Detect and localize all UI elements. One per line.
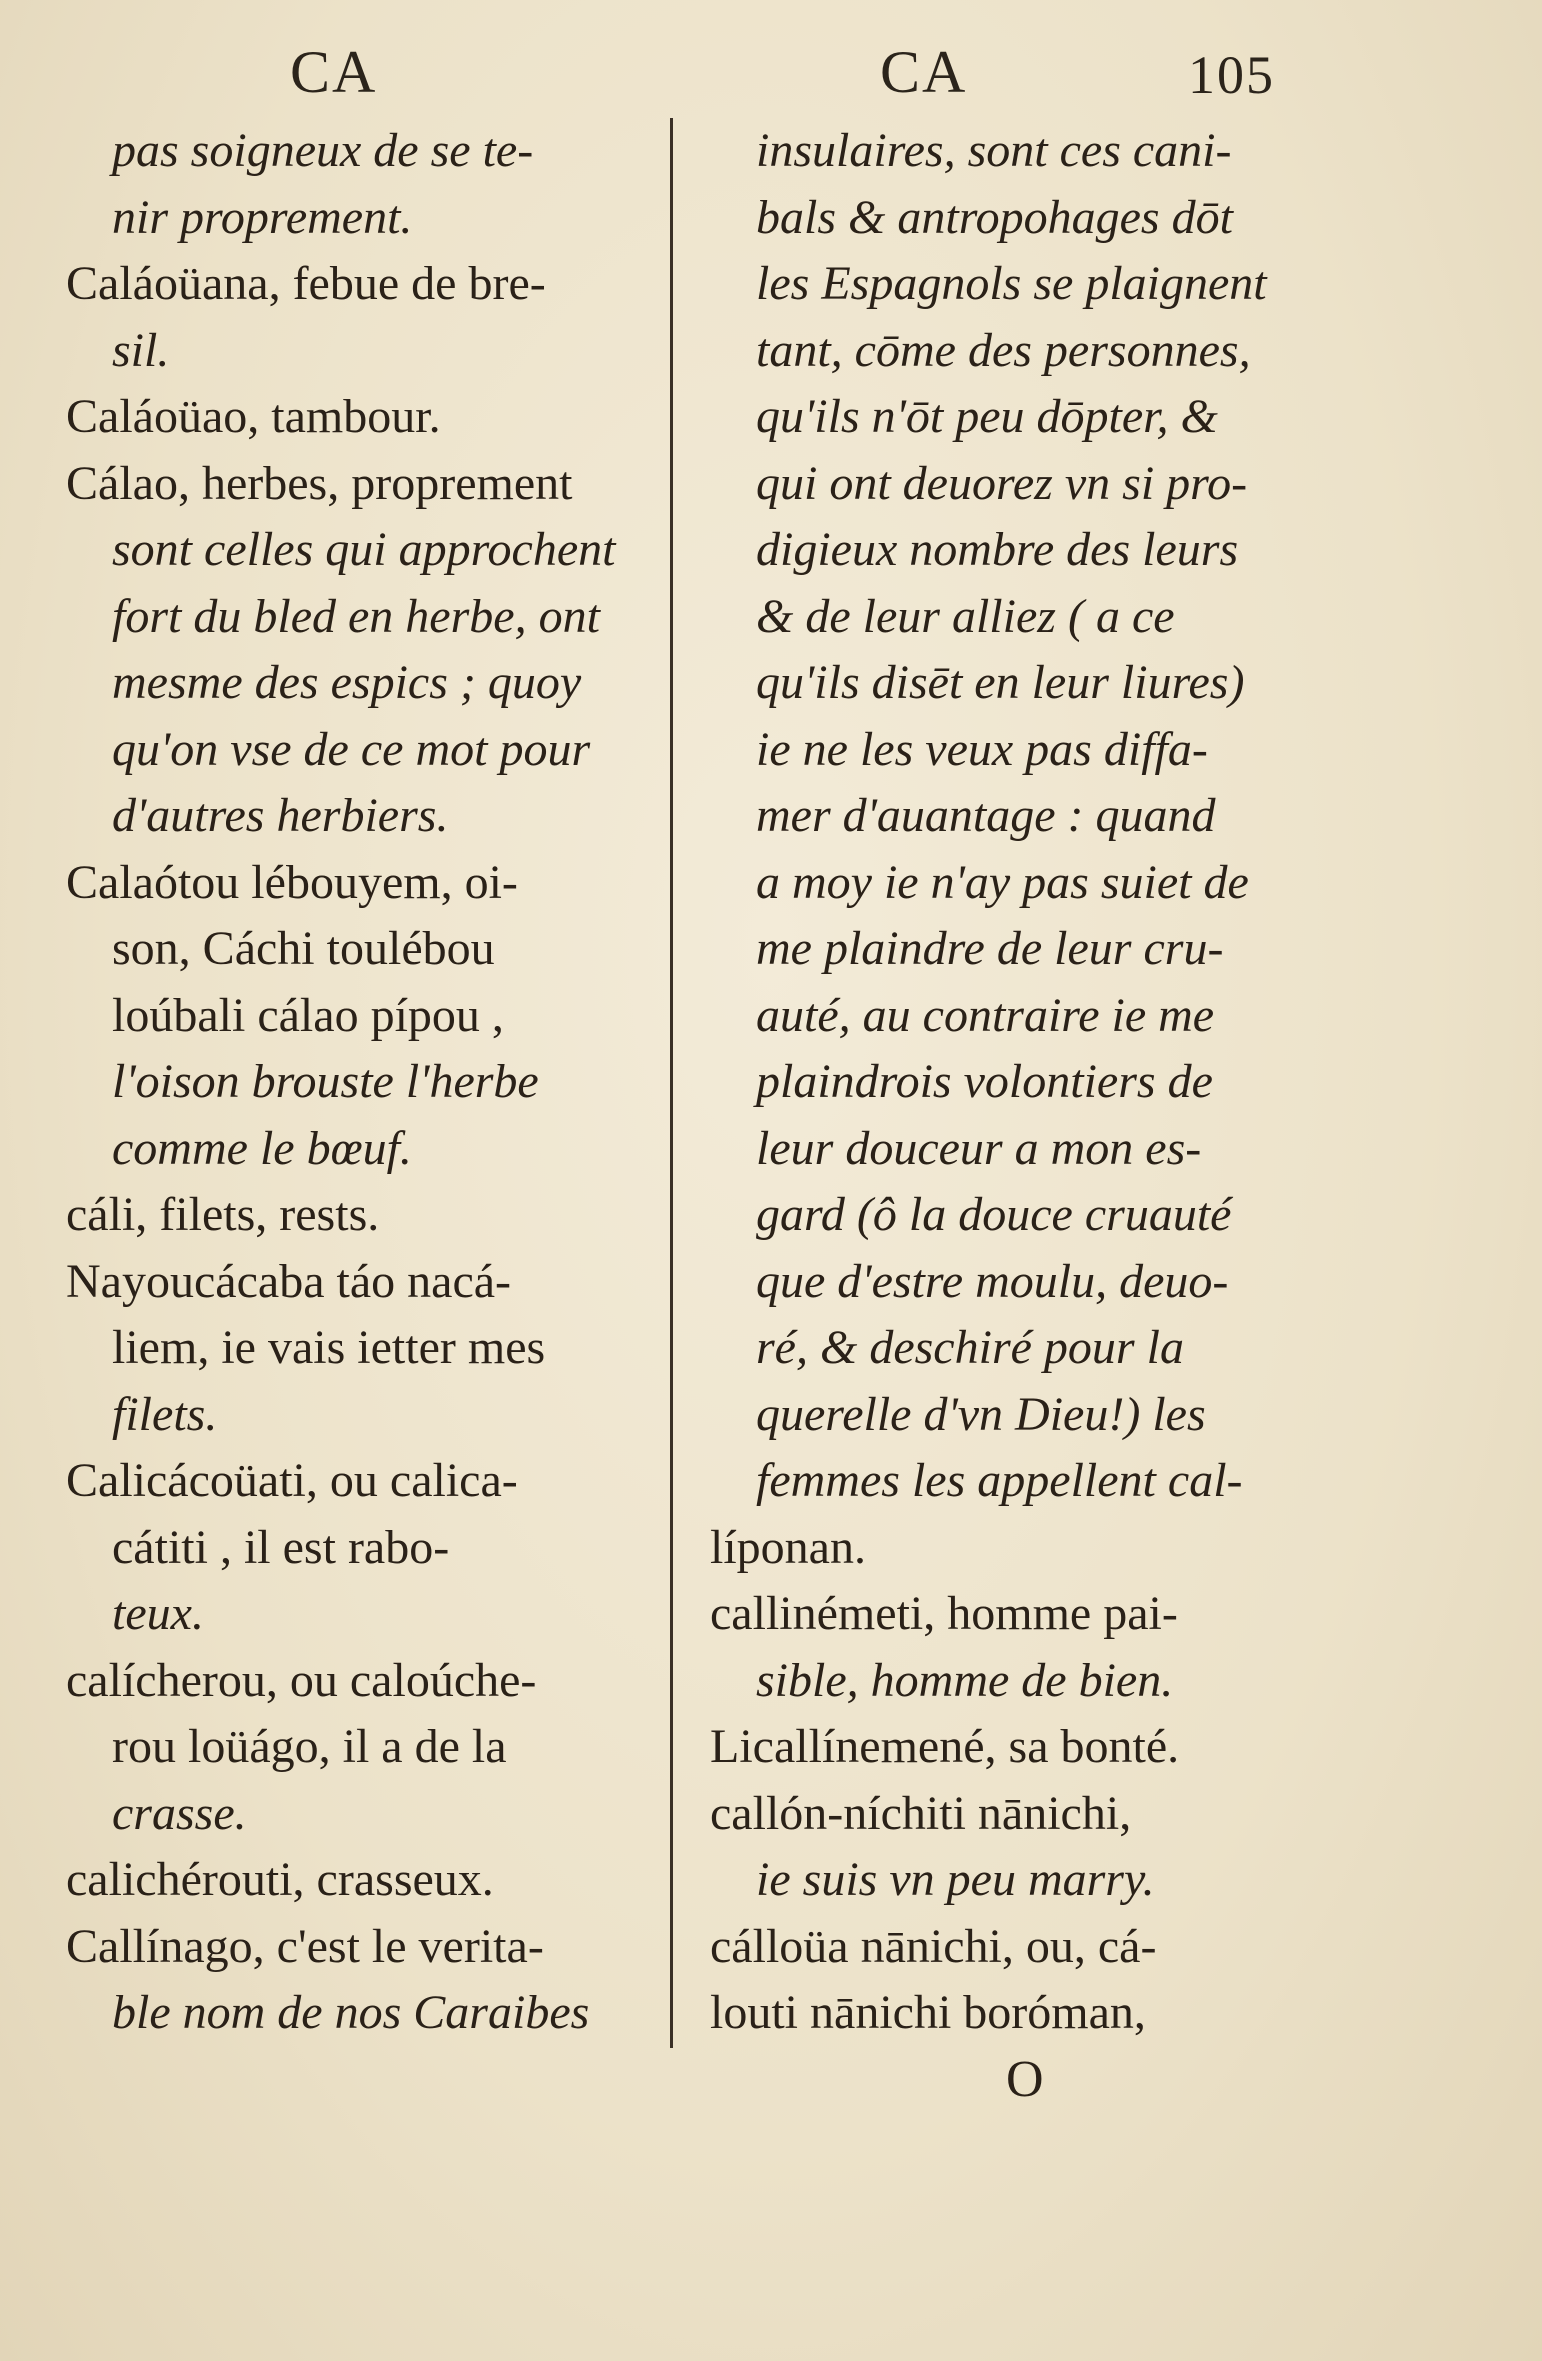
text-line: a moy ie n'ay pas suiet de bbox=[756, 855, 1249, 909]
text-line: les Espagnols se plaignent bbox=[756, 257, 1267, 310]
text-line: Callínago, c'est le verita- bbox=[66, 1919, 544, 1973]
text-line: callinémeti, homme pai- bbox=[710, 1587, 1178, 1640]
header-left-title: CA bbox=[290, 39, 378, 105]
text-line: fort du bled en herbe, ont bbox=[112, 589, 600, 643]
left-column bbox=[66, 118, 666, 2038]
header-right-title: CA bbox=[880, 39, 968, 105]
text-line: qu'on vse de ce mot pour bbox=[112, 722, 591, 776]
text-line: calícherou, ou caloúche- bbox=[66, 1653, 537, 1707]
text-line: Licallínemené, sa bonté. bbox=[710, 1720, 1180, 1773]
text-line: Nayoucácaba táo nacá- bbox=[66, 1254, 512, 1308]
text-line: me plaindre de leur cru- bbox=[756, 922, 1224, 975]
text-line: louti nānichi boróman, bbox=[710, 1986, 1146, 2039]
text-line: teux. bbox=[112, 1587, 204, 1640]
text-line: mer d'auantage : quand bbox=[756, 789, 1216, 842]
text-line: Calaótou lébouyem, oi- bbox=[66, 855, 518, 909]
text-line: l'oison brouste l'herbe bbox=[112, 1055, 539, 1108]
text-line: ré, & deschiré pour la bbox=[756, 1321, 1184, 1374]
text-line: leur douceur a mon es- bbox=[756, 1121, 1202, 1175]
text-line: plaindrois volontiers de bbox=[756, 1055, 1213, 1108]
text-line: querelle d'vn Dieu!) les bbox=[756, 1387, 1206, 1441]
text-line: comme le bœuf. bbox=[112, 1121, 412, 1175]
text-line: ble nom de nos Caraibes bbox=[112, 1986, 590, 2039]
text-line: crasse. bbox=[112, 1786, 247, 1840]
text-line: rou loüágo, il a de la bbox=[112, 1720, 507, 1773]
text-line: cátiti , il est rabo- bbox=[112, 1520, 450, 1574]
text-line: mesme des espics ; quoy bbox=[112, 656, 582, 709]
text-line: calichérouti, crasseux. bbox=[66, 1853, 494, 1906]
text-line: gard (ô la douce cruauté bbox=[756, 1188, 1232, 1241]
text-line: auté, au contraire ie me bbox=[756, 988, 1215, 1042]
text-line: nir proprement. bbox=[112, 190, 413, 244]
text-line: ie ne les veux pas diffa- bbox=[756, 722, 1208, 776]
text-line: cálloüa nānichi, ou, cá- bbox=[710, 1919, 1157, 1973]
text-line: d'autres herbiers. bbox=[112, 789, 449, 842]
text-line: digieux nombre des leurs bbox=[756, 523, 1239, 576]
text-line: bals & antropohages dōt bbox=[756, 190, 1233, 244]
text-line: sil. bbox=[112, 323, 170, 377]
text-line: tant, cōme des personnes, bbox=[756, 323, 1251, 377]
text-line: líponan. bbox=[710, 1520, 866, 1574]
column-rule bbox=[670, 118, 673, 2048]
text-line: insulaires, sont ces cani- bbox=[756, 124, 1232, 177]
text-line: femmes les appellent cal- bbox=[756, 1454, 1243, 1507]
text-line: cáli, filets, rests. bbox=[66, 1188, 380, 1241]
text-line: que d'estre moulu, deuo- bbox=[756, 1254, 1229, 1308]
text-line: & de leur alliez ( a ce bbox=[756, 589, 1175, 643]
text-line: filets. bbox=[112, 1387, 218, 1441]
text-line: Calicácoüati, ou calica- bbox=[66, 1454, 518, 1507]
text-line: pas soigneux de se te- bbox=[112, 124, 534, 177]
text-line: ie suis vn peu marry. bbox=[756, 1853, 1155, 1906]
text-line: Caláoüao, tambour. bbox=[66, 390, 441, 443]
text-line: qui ont deuorez vn si pro- bbox=[756, 456, 1248, 510]
text-line: qu'ils disēt en leur liures) bbox=[756, 656, 1245, 709]
right-column bbox=[710, 118, 1310, 2038]
text-line: sible, homme de bien. bbox=[756, 1653, 1174, 1707]
text-line: callón-níchiti nānichi, bbox=[710, 1786, 1132, 1840]
running-header bbox=[0, 38, 1542, 118]
text-line: qu'ils n'ōt peu dōpter, & bbox=[756, 390, 1218, 443]
text-line: son, Cáchi toulébou bbox=[112, 922, 495, 975]
page-number: 105 bbox=[1188, 45, 1275, 105]
text-line: Caláoüana, febue de bre- bbox=[66, 257, 546, 310]
text-line: liem, ie vais ietter mes bbox=[112, 1321, 546, 1374]
text-line: Cálao, herbes, proprement bbox=[66, 456, 573, 510]
text-line: sont celles qui approchent bbox=[112, 523, 616, 576]
text-line: loúbali cálao pípou , bbox=[112, 988, 504, 1042]
signature-mark: O bbox=[1006, 2051, 1044, 2108]
